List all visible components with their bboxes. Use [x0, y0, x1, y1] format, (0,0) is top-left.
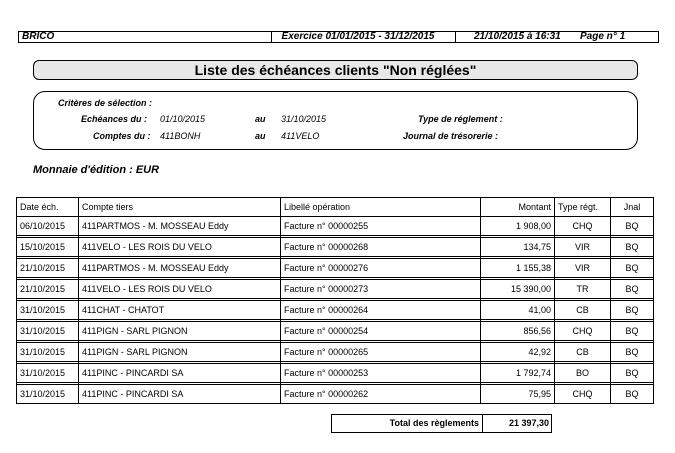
- currency-label: Monnaie d'édition : EUR: [33, 164, 160, 176]
- table-row: [17, 343, 654, 362]
- due-date-label: Echéances du :: [81, 114, 148, 124]
- cell-amount: 1 792,74: [481, 364, 555, 383]
- cell-journal: BQ: [611, 385, 654, 404]
- cell-label: Facture n° 00000265: [281, 343, 481, 362]
- cell-journal: BQ: [611, 343, 654, 362]
- table-row: [17, 238, 654, 257]
- cell-account: 411VELO - LES ROIS DU VELO: [79, 280, 281, 299]
- cell-due-date: 21/10/2015: [17, 259, 79, 278]
- due-date-to: 31/10/2015: [281, 114, 327, 124]
- cell-payment-type: VIR: [555, 238, 611, 257]
- cell-label: Facture n° 00000264: [281, 301, 481, 320]
- report-header-bar: [18, 31, 659, 43]
- cell-payment-type: VIR: [555, 259, 611, 278]
- cell-label: Facture n° 00000253: [281, 364, 481, 383]
- cell-due-date: 31/10/2015: [17, 364, 79, 383]
- cell-journal: BQ: [611, 301, 654, 320]
- table-row: [17, 259, 654, 278]
- page-number: Page n° 1: [580, 31, 626, 42]
- cell-payment-type: CB: [555, 343, 611, 362]
- cell-label: Facture n° 00000262: [281, 385, 481, 404]
- cell-label: Facture n° 00000273: [281, 280, 481, 299]
- cell-due-date: 31/10/2015: [17, 301, 79, 320]
- cell-amount: 134,75: [481, 238, 555, 257]
- cell-label: Facture n° 00000254: [281, 322, 481, 341]
- cell-amount: 1 155,38: [481, 259, 555, 278]
- due-date-to-label: au: [255, 114, 266, 124]
- total-box: [331, 414, 552, 433]
- total-value: 21 397,30: [508, 418, 549, 428]
- col-header-amount: Montant: [481, 198, 555, 217]
- accounts-to-label: au: [255, 131, 266, 141]
- total-divider: [482, 415, 483, 432]
- cell-account: 411PINC - PINCARDI SA: [79, 364, 281, 383]
- cell-due-date: 31/10/2015: [17, 322, 79, 341]
- criteria-heading: Critères de sélection :: [58, 98, 153, 108]
- print-datetime: 21/10/2015 à 16:31: [474, 31, 561, 42]
- report-title: Liste des échéances clients "Non réglées": [33, 60, 638, 80]
- selection-criteria-box: [33, 91, 638, 150]
- cell-amount: 42,92: [481, 343, 555, 362]
- header-divider: [455, 32, 456, 42]
- cell-label: Facture n° 00000276: [281, 259, 481, 278]
- company-name: BRICO: [22, 31, 55, 42]
- cell-due-date: 31/10/2015: [17, 343, 79, 362]
- due-items-table: [16, 197, 654, 404]
- table-row: [17, 280, 654, 299]
- cell-journal: BQ: [611, 322, 654, 341]
- cell-label: Facture n° 00000268: [281, 238, 481, 257]
- journal-label: Journal de trésorerie :: [403, 131, 499, 141]
- cell-amount: 41,00: [481, 301, 555, 320]
- cell-payment-type: BO: [555, 364, 611, 383]
- table-row: [17, 364, 654, 383]
- cell-account: 411PINC - PINCARDI SA: [79, 385, 281, 404]
- cell-account: 411VELO - LES ROIS DU VELO: [79, 238, 281, 257]
- cell-payment-type: CHQ: [555, 322, 611, 341]
- cell-account: 411PARTMOS - M. MOSSEAU Eddy: [79, 259, 281, 278]
- table-header-row: [17, 198, 654, 217]
- total-label: Total des règlements: [389, 418, 479, 428]
- cell-payment-type: CB: [555, 301, 611, 320]
- cell-account: 411PIGN - SARL PIGNON: [79, 322, 281, 341]
- col-header-journal: Jnal: [611, 198, 654, 217]
- cell-due-date: 15/10/2015: [17, 238, 79, 257]
- accounts-label: Comptes du :: [93, 131, 151, 141]
- col-header-payment-type: Type régt.: [555, 198, 611, 217]
- cell-journal: BQ: [611, 364, 654, 383]
- cell-due-date: 06/10/2015: [17, 217, 79, 236]
- cell-amount: 15 390,00: [481, 280, 555, 299]
- cell-journal: BQ: [611, 217, 654, 236]
- cell-account: 411PIGN - SARL PIGNON: [79, 343, 281, 362]
- cell-account: 411PARTMOS - M. MOSSEAU Eddy: [79, 217, 281, 236]
- cell-due-date: 31/10/2015: [17, 385, 79, 404]
- cell-amount: 75,95: [481, 385, 555, 404]
- table-row: [17, 217, 654, 236]
- exercise-period: Exercice 01/01/2015 - 31/12/2015: [281, 31, 435, 42]
- table-row: [17, 322, 654, 341]
- col-header-label: Libellé opération: [281, 198, 481, 217]
- cell-label: Facture n° 00000255: [281, 217, 481, 236]
- col-header-account: Compte tiers: [79, 198, 281, 217]
- cell-due-date: 21/10/2015: [17, 280, 79, 299]
- table-row: [17, 301, 654, 320]
- cell-amount: 856,56: [481, 322, 555, 341]
- cell-payment-type: CHQ: [555, 217, 611, 236]
- table-row: [17, 385, 654, 404]
- cell-payment-type: CHQ: [555, 385, 611, 404]
- due-date-from: 01/10/2015: [160, 114, 206, 124]
- header-divider: [271, 32, 272, 42]
- cell-account: 411CHAT - CHATOT: [79, 301, 281, 320]
- col-header-due-date: Date éch.: [17, 198, 79, 217]
- cell-journal: BQ: [611, 259, 654, 278]
- cell-journal: BQ: [611, 238, 654, 257]
- accounts-to: 411VELO: [281, 131, 320, 141]
- accounts-from: 411BONH: [160, 131, 201, 141]
- cell-payment-type: TR: [555, 280, 611, 299]
- payment-type-label: Type de réglement :: [418, 114, 503, 124]
- cell-amount: 1 908,00: [481, 217, 555, 236]
- cell-journal: BQ: [611, 280, 654, 299]
